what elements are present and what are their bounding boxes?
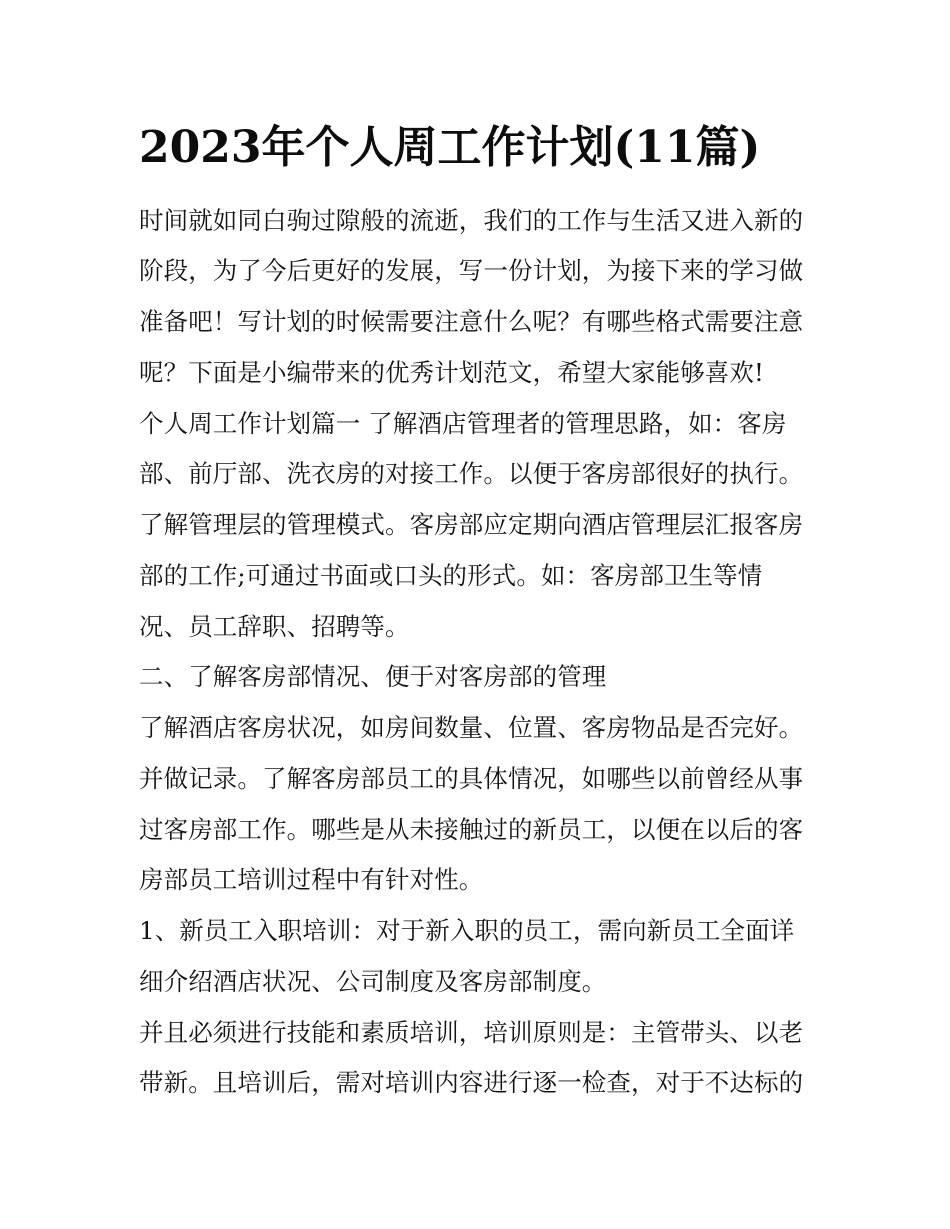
paragraph-line: 带新。且培训后，需对培训内容进行逐一检查，对于不达标的 (139, 1068, 804, 1097)
document-title: 2023年个人周工作计划(11篇) (139, 122, 761, 173)
list-item-line: 1、新员工入职培训：对于新入职的员工，需向新员工全面详 (139, 916, 795, 945)
section-heading: 二、了解客房部情况、便于对客房部的管理 (139, 662, 607, 691)
paragraph-line: 时间就如同白驹过隙般的流逝，我们的工作与生活又进入新的 (139, 206, 804, 235)
paragraph-line: 过客房部工作。哪些是从未接触过的新员工，以便在以后的客 (139, 815, 804, 844)
paragraph-line: 细介绍酒店状况、公司制度及客房部制度。 (139, 967, 607, 996)
paragraph-line: 部的工作;可通过书面或口头的形式。如：客房部卫生等情 (139, 561, 763, 590)
paragraph-line: 了解酒店客房状况，如房间数量、位置、客房物品是否完好。 (139, 713, 804, 742)
paragraph-line: 个人周工作计划篇一 了解酒店管理者的管理思路，如：客房 (139, 409, 787, 438)
paragraph-line: 并且必须进行技能和素质培训，培训原则是：主管带头、以老 (139, 1018, 804, 1047)
paragraph-line: 并做记录。了解客房部员工的具体情况，如哪些以前曾经从事 (139, 764, 804, 793)
paragraph-line: 部、前厅部、洗衣房的对接工作。以便于客房部很好的执行。 (139, 459, 804, 488)
paragraph-line: 了解管理层的管理模式。客房部应定期向酒店管理层汇报客房 (139, 510, 804, 539)
paragraph-line: 房部员工培训过程中有针对性。 (139, 865, 484, 894)
paragraph-line: 呢？下面是小编带来的优秀计划范文，希望大家能够喜欢! (139, 358, 764, 387)
paragraph-line: 况、员工辞职、招聘等。 (139, 612, 410, 641)
paragraph-line: 阶段，为了今后更好的发展，写一份计划，为接下来的学习做 (139, 256, 804, 285)
paragraph-line: 准备吧！写计划的时候需要注意什么呢？有哪些格式需要注意 (139, 307, 804, 336)
